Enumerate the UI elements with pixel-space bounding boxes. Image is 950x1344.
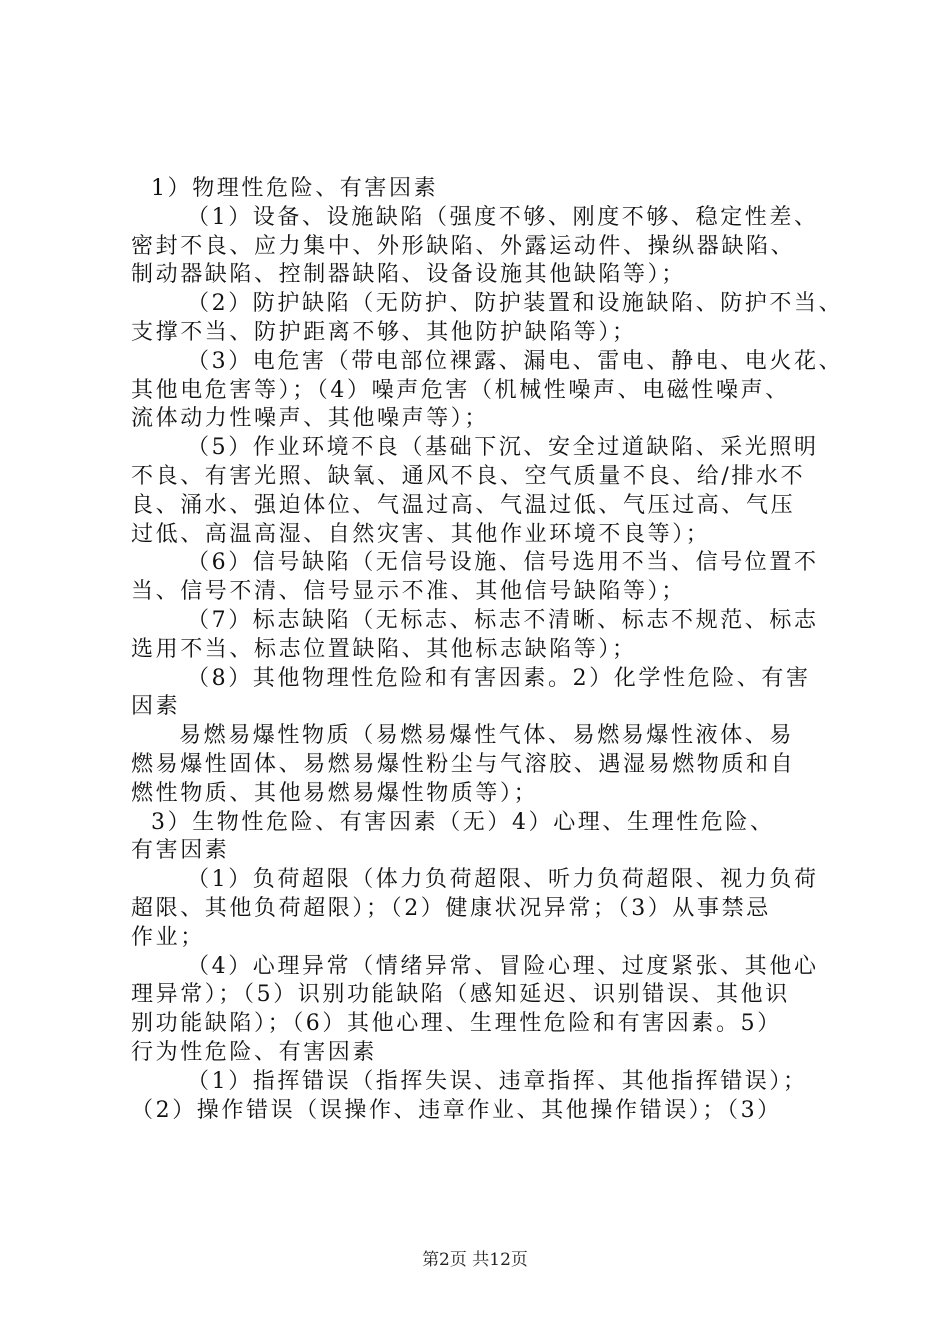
text-line: （1）设备、设施缺陷（强度不够、刚度不够、稳定性差、 <box>187 204 819 230</box>
text-line: 良、涌水、强迫体位、气温过高、气温过低、气压过高、气压 <box>131 492 796 518</box>
text-line: （4）心理异常（情绪异常、冒险心理、过度紧张、其他心 <box>187 953 819 979</box>
text-line: 当、信号不清、信号显示不准、其他信号缺陷等）； <box>131 579 686 605</box>
text-line: （1）指挥错误（指挥失误、违章指挥、其他指挥错误）； <box>187 1068 808 1094</box>
text-line: （5）作业环境不良（基础下沉、安全过道缺陷、采光照明 <box>187 435 819 461</box>
text-line: （7）标志缺陷（无标志、标志不清晰、标志不规范、标志 <box>187 607 819 633</box>
text-line: （1）负荷超限（体力负荷超限、听力负荷超限、视力负荷 <box>187 867 819 893</box>
text-line: 支撑不当、防护距离不够、其他防护缺陷等）； <box>131 319 637 345</box>
text-line: （6）信号缺陷（无信号设施、信号选用不当、信号位置不 <box>187 550 819 576</box>
text-line: 易燃易爆性物质（易燃易爆性气体、易燃易爆性液体、易 <box>179 723 795 749</box>
text-line: 作业； <box>131 924 205 950</box>
text-line: 因素 <box>131 694 181 720</box>
page-number-footer: 第2页 共12页 <box>422 1250 528 1270</box>
document-body <box>131 175 844 1125</box>
text-line: （2）操作错误（误操作、违章作业、其他操作错误）；（3） <box>131 1097 782 1123</box>
text-line: 燃性物质、其他易燃易爆性物质等）； <box>131 780 539 806</box>
text-line: 行为性危险、有害因素 <box>131 1039 378 1065</box>
text-line: 理异常）；（5）识别功能缺陷（感知延迟、识别错误、其他识 <box>131 982 790 1008</box>
text-line: 燃易爆性固体、易燃易爆性粉尘与气溶胶、遇湿易燃物质和自 <box>131 751 796 777</box>
text-line: 其他电危害等）；（4）噪声危害（机械性噪声、电磁性噪声、 <box>131 377 790 403</box>
text-line: （3）电危害（带电部位裸露、漏电、雷电、静电、电火花、 <box>187 348 844 374</box>
text-line: 选用不当、标志位置缺陷、其他标志缺陷等）； <box>131 636 637 662</box>
text-line: 3）生物性危险、有害因素（无）4）心理、生理性危险、 <box>151 809 775 835</box>
text-line: 密封不良、应力集中、外形缺陷、外露运动件、操纵器缺陷、 <box>131 233 796 259</box>
text-line: 别功能缺陷）；（6）其他心理、生理性危险和有害因素。5） <box>131 1011 782 1037</box>
text-line: 流体动力性噪声、其他噪声等）； <box>131 406 490 432</box>
text-line: 1）物理性危险、有害因素 <box>151 176 439 201</box>
text-line: （2）防护缺陷（无防护、防护装置和设施缺陷、防护不当、 <box>187 291 844 317</box>
text-line: 过低、高温高湿、自然灾害、其他作业环境不良等）； <box>131 521 711 547</box>
text-line: 不良、有害光照、缺氧、通风不良、空气质量不良、给/排水不 <box>131 463 806 489</box>
text-line: （8）其他物理性危险和有害因素。2）化学性危险、有害 <box>187 665 811 691</box>
text-line: 超限、其他负荷超限）；（2）健康状况异常；（3）从事禁忌 <box>131 895 771 921</box>
text-line: 制动器缺陷、控制器缺陷、设备设施其他缺陷等）； <box>131 262 686 288</box>
text-line: 有害因素 <box>131 838 230 864</box>
